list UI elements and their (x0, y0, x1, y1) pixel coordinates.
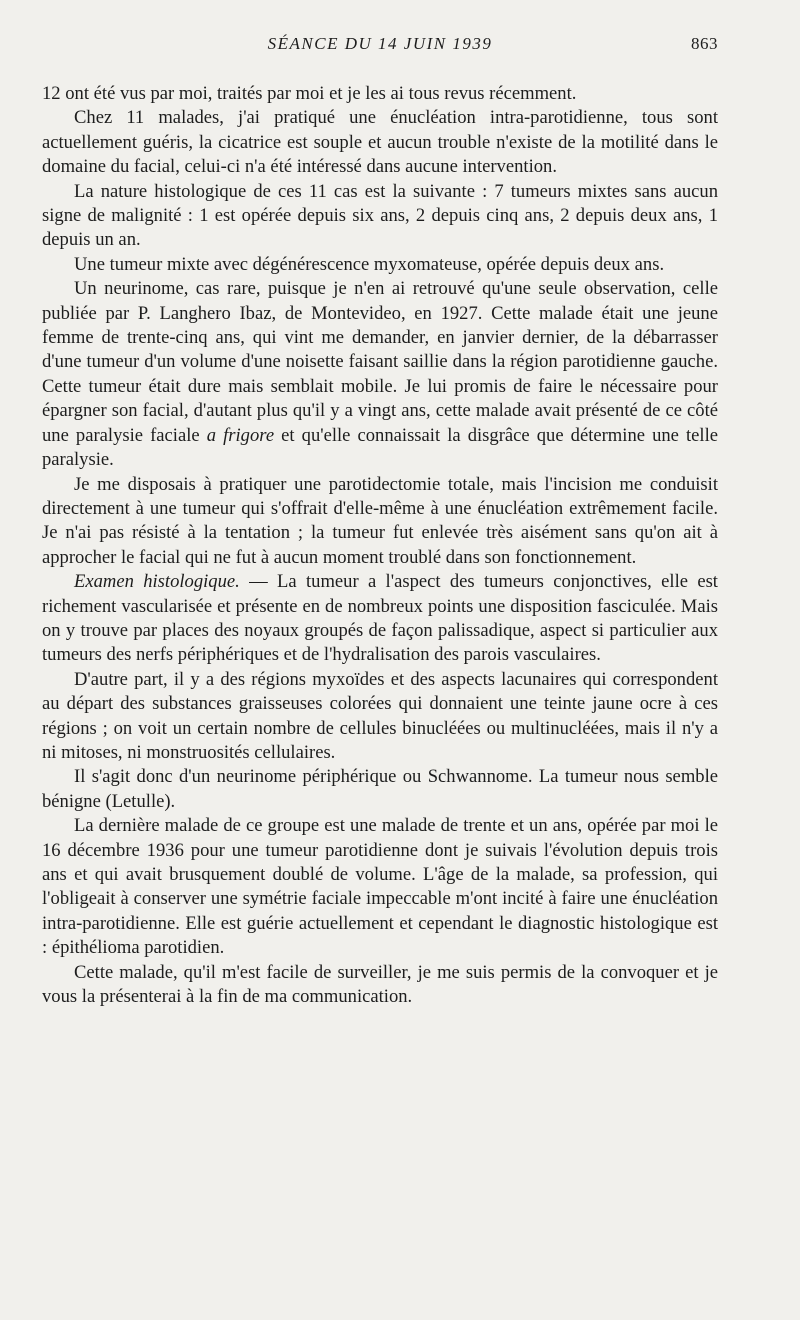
page-number: 863 (691, 34, 718, 53)
paragraph (42, 570, 718, 668)
paragraph: La nature histologique de ces 11 cas est la suivante : 7 tumeurs mixtes sans aucun signe de malignité : 1 est opérée depuis six ans, 2 depuis cinq ans, 2 depuis deux ans, 1 depuis un an. (42, 180, 718, 251)
paragraph-text: — La tumeur a l'aspect des tumeurs conjonctives, elle est richement vascularisée et présente en de nombreux points une disposition fasciculée. Mais on y trouve par places des noyaux groupés de façon palissadique, aspect si particulier aux tumeurs des nerfs périphériques et de l'hydralisation des parois vasculaires. (42, 571, 718, 666)
paragraph: Chez 11 malades, j'ai pratiqué une énucléation intra-parotidienne, tous sont actuellement guéris, la cicatrice est souple et aucun trouble n'existe de la motilité dans le domaine du facial, celui-ci n'a été intéressé dans aucune intervention. (42, 107, 718, 178)
page (42, 34, 718, 1009)
running-head: SÉANCE DU 14 JUIN 1939 (267, 34, 493, 53)
paragraph: Cette malade, qu'il m'est facile de surveiller, je me suis permis de la convoquer et je vous la présenterai à la fin de ma communication. (42, 961, 718, 1008)
paragraph: D'autre part, il y a des régions myxoïdes et des aspects lacunaires qui correspondent au départ des substances graisseuses colorées qui donnaient une teinte jaune ocre à ces régions ; on voit un certain nombre de cellules binucléées ou multinucléées, mais il n'y a ni mitoses, ni monstruosités cellulaires. (42, 668, 718, 763)
italic-term: a frigore (206, 424, 275, 446)
body-text (42, 82, 718, 1009)
paragraph: La dernière malade de ce groupe est une malade de trente et un ans, opérée par moi le 16 décembre 1936 pour une tumeur parotidienne dont je suivais l'évolution depuis trois ans et qui avait brusquement doublé de volume. L'âge de la malade, sa profession, qui l'obligeait à conserver une symétrie faciale impeccable m'ont incité à faire une énucléation intra-parotidienne. Elle est guérie actuellement et cependant le diagnostic histologique est : épithélioma parotidien. (42, 815, 718, 959)
page-header (42, 34, 718, 64)
paragraph (42, 277, 718, 472)
paragraph: 12 ont été vus par moi, traités par moi et je les ai tous revus récemment. (42, 83, 577, 104)
section-heading: Examen histologique. (74, 571, 240, 593)
paragraph-text: et qu'elle connaissait la disgrâce que détermine une telle paralysie. (42, 424, 718, 471)
paragraph-text: Un neurinome, cas rare, puisque je n'en ai retrouvé qu'une seule observation, celle publiée par P. Langhero Ibaz, de Montevideo, en 1927. Cette malade était une jeune femme de trente-cinq ans, qui vint me demander, en janvier dernier, de la débarrasser d'une tumeur d'un volume d'une noisette faisant saillie dans la région parotidienne gauche. Cette tumeur était dure mais semblait mobile. Je lui promis de faire le nécessaire pour épargner son facial, d'autant plus qu'il y a vingt ans, cette malade avait présenté de ce côté une paralysie faciale (42, 278, 718, 446)
paragraph: Je me disposais à pratiquer une parotidectomie totale, mais l'incision me conduisit directement à une tumeur qui s'offrait d'elle-même à une énucléation extrêmement facile. Je n'ai pas résisté à la tentation ; la tumeur fut enlevée très aisément sans qu'on ait à approcher le facial qui ne fut à aucun moment troublé dans son fonctionnement. (42, 473, 718, 568)
paragraph: Il s'agit donc d'un neurinome périphérique ou Schwannome. La tumeur nous semble bénigne (Letulle). (42, 766, 718, 812)
paragraph: Une tumeur mixte avec dégénérescence myxomateuse, opérée depuis deux ans. (74, 253, 665, 275)
